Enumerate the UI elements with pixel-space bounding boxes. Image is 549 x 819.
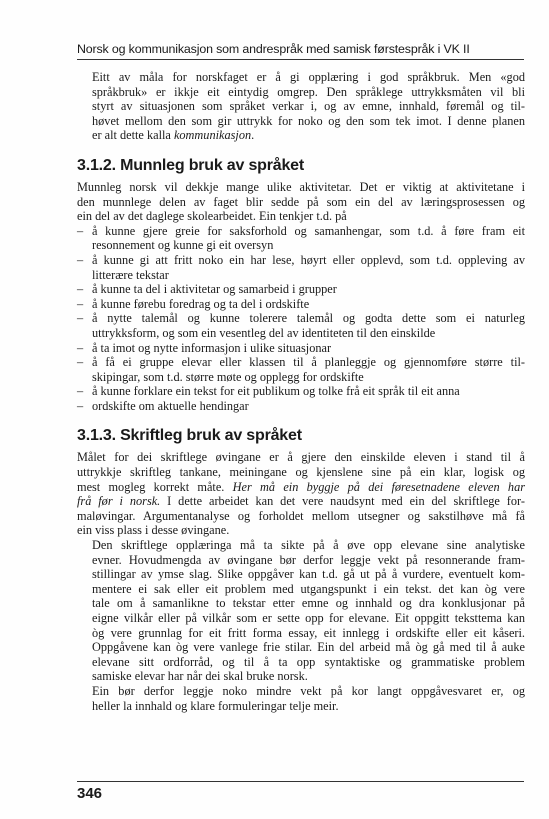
list-item-line: å kunne ta del i aktivitetar og samarbeid i grupper	[92, 282, 337, 297]
paragraph-line: samiske elevar har når dei skal bruke norsk.	[92, 669, 308, 684]
intro-emphasis: kommunikasjon	[173, 128, 252, 143]
paragraph-line: Ein bør derfor leggje noko mindre vekt på kor langt oppgåvesvaret er, og	[92, 683, 525, 698]
s313-p1-line-3-text: mest mogleg korrekt måte.	[77, 479, 233, 494]
page-number: 346	[77, 785, 103, 802]
intro-line-5-text: er alt dette kalla	[92, 128, 174, 143]
dash-bullet: –	[77, 311, 84, 326]
paragraph-line: eigne vilkår eller på vilkår som er sette opp for elevane. Eit oppgitt teksttema kan	[92, 611, 525, 625]
paragraph-line: mentere ei sak eller eit problem med utgangspunkt i ein tekst. det kan òg vere	[92, 581, 525, 596]
list-item-line: å kunne forklare ein tekst for eit publikum og tolke frå eit språk til eit anna	[92, 384, 460, 399]
paragraph-line: Oppgåvene kan òg vere vanlege frie stilar. Ein del arbeid må òg gå med til å auke	[92, 640, 525, 655]
intro-line-5	[77, 128, 525, 143]
list-item-line: å kunne gi att fritt noko ein har lese, høyrt eller opplevd, som t.d. oppleving av	[92, 252, 525, 267]
dash-bullet: –	[77, 340, 84, 355]
intro-paragraph	[77, 70, 525, 143]
paragraph-line: tale om å samanlikne to tekstar etter emne og innhald og dra konklusjonar på	[92, 596, 525, 611]
dash-bullet: –	[77, 296, 84, 311]
s313-p1-line-5: maløvingar. Argumentanalyse og forholdet mellom utsegner og sakstilhøve må få	[77, 508, 525, 523]
list-item-line: å kunne gjere greie for saksforhold og samanhengar, som t.d. å føre fram eit	[92, 223, 525, 238]
intro-line-4: høvet mellom den som gir uttrykk for noko og den som tek imot. I denne planen	[92, 113, 525, 128]
list-item-line: å kunne førebu foredrag og ta del i ordskifte	[92, 296, 310, 311]
s313-emphasis-2: frå før i norsk.	[77, 494, 161, 509]
list-item-line: å ta imot og nytte informasjon i ulike situasjonar	[92, 340, 332, 355]
s312-line-2: den munnlege delen av faget blir sedde på som ein del av læringsprosessen og	[77, 194, 525, 209]
list-item	[77, 355, 525, 384]
dash-bullet: –	[77, 252, 84, 267]
dash-bullet: –	[77, 384, 84, 399]
section-312-intro	[77, 180, 525, 224]
list-item	[77, 311, 525, 340]
list-item-line: uttrykksform, og som ein vesentleg del av identiteten til den einskilde	[92, 325, 436, 340]
section-heading-312: 3.1.2. Munnleg bruk av språket	[77, 156, 304, 174]
list-item-line: resonnement og kunne gi eit oversyn	[92, 238, 274, 253]
list-item	[77, 253, 525, 282]
paragraph-line: heller la innhald og klare formuleringar telje meir.	[92, 698, 339, 713]
list-item-line: å nytte talemål og kunne tolerere talemål og godta dette som ei naturleg	[92, 311, 525, 326]
paragraph-line: evner. Hovudmengda av øvingane bør derfor leggje vekt på resonnerande fram-	[92, 552, 525, 567]
s313-emphasis-1: Her må ein byggje på dei føresetnadene eleven har	[232, 479, 525, 494]
s313-p1-line-3	[77, 480, 525, 495]
list-item	[77, 297, 525, 312]
dash-bullet: –	[77, 398, 84, 413]
list-item-line: å få ei gruppe elevar eller klassen til å planleggje og gjennomføre større til-	[92, 355, 525, 370]
list-item	[77, 341, 525, 356]
s313-p1-line-1: Målet for dei skriftlege øvingane er å gjere den einskilde eleven i stand til å	[77, 450, 525, 465]
section-313-paragraph-3	[77, 684, 525, 713]
dash-bullet: –	[77, 355, 84, 370]
footer-rule	[77, 781, 524, 782]
list-item-line: ordskifte om aktuelle hendingar	[92, 398, 249, 413]
section-313-paragraph-1	[77, 450, 525, 538]
dash-bullet: –	[77, 282, 84, 297]
list-item-line: skipingar, som t.d. større møte og opplegg for ordskifte	[92, 369, 364, 384]
intro-line-3: styrt av situasjonen som språket verkar i, og av emne, innhald, føremål og til-	[92, 99, 525, 114]
s313-p1-line-4	[77, 494, 525, 509]
paragraph-line: òg vere grunnlag for eit fritt forma essay, eit innlegg i ordskifte eller eit kåseri.	[92, 625, 525, 640]
header-rule	[77, 59, 524, 60]
list-item	[77, 384, 525, 399]
s313-p1-line-6: ein viss plass i desse øvingane.	[77, 523, 230, 538]
list-item	[77, 399, 525, 414]
list-item-line: litterære tekstar	[92, 267, 169, 282]
s313-p1-line-2: uttrykkje skriftleg tankane, meiningane og kjenslene sine på ein klar, logisk og	[77, 465, 525, 480]
s313-p1-line-4-text: I dette arbeidet kan det vere naudsynt med ein del skriftlege for-	[160, 494, 525, 509]
activity-list	[77, 224, 525, 414]
paragraph-line: Den skriftlege opplæringa må ta sikte på å øve opp elevane sine analytiske	[92, 538, 525, 553]
paragraph-line: elevane sitt ordforråd, og til å ta opp syntaktiske og grammatiske problem	[92, 654, 525, 669]
paragraph-line: stillingar av ymse slag. Slike oppgåver kan t.d. gå ut på å vurdere, eventuelt kom-	[92, 567, 525, 582]
running-header: Norsk og kommunikasjon som andrespråk med samisk førstespråk i VK II	[77, 42, 470, 56]
list-item	[77, 282, 525, 297]
s312-line-3: ein del av det daglege skolearbeidet. Ein tenkjer t.d. på	[77, 209, 347, 224]
intro-line-1: Eitt av måla for norskfaget er å gi opplæring i god språkbruk. Men «god	[92, 70, 525, 84]
section-313-paragraph-2	[77, 538, 525, 684]
intro-end: .	[251, 128, 255, 143]
intro-line-2: språkbruk» er ikkje eit eintydig omgrep. Den språklege uttrykksmåten vil bli	[92, 84, 525, 99]
list-item	[77, 224, 525, 253]
page-body	[77, 70, 525, 713]
s312-line-1: Munnleg norsk vil dekkje mange ulike aktivitetar. Det er viktig at aktivitetane i	[77, 179, 525, 194]
section-heading-313: 3.1.3. Skriftleg bruk av språket	[77, 427, 302, 445]
dash-bullet: –	[77, 223, 84, 238]
